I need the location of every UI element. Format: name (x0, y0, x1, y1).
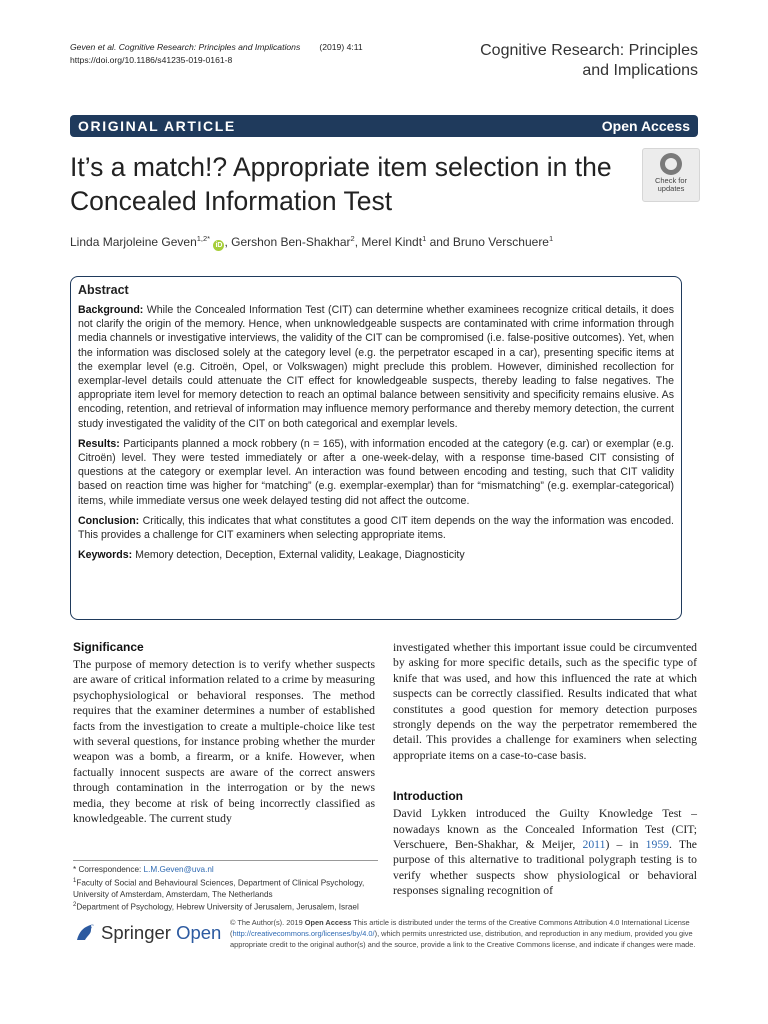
article-type-label: ORIGINAL ARTICLE (78, 118, 236, 134)
abstract-heading: Abstract (78, 283, 129, 297)
significance-text: The purpose of memory detection is to verify whether suspects are aware of critical information related to a crime by measuring psychophysiological or behavioral responses. The method requires that the examiner determines a number of established facts from the investigation to create a multiple-choice like test with several questions, for instance probing whether the murder weapon was a bomb, a firearm, or a knife. However, when factually innocent suspects are aware of the correct answers through contamination in the interrogation or by the news media, they become at risk of being incorrectly classified as knowledgeable. The current study (73, 658, 375, 826)
citation-header (70, 41, 363, 67)
abstract-conclusion: Conclusion: Critically, this indicates that what constitutes a good CIT item depends on the way the information was encoded. This provides a challenge for CIT examiners when selecting appropriate items. (78, 514, 674, 542)
license-text: © The Author(s). 2019 Open Access This article is distributed under the terms of the Creative Commons Attribution 4.0 International License (http://creativecommons.org/licenses/by/4.0/), which permits unrestricted use, distribution, and reproduction in any medium, provided you give appropriate credit to the original author(s) and the source, provide a link to the Creative Commons license, and indicate if changes were made. (230, 918, 696, 949)
journal-name-line2: and Implications (582, 62, 698, 79)
check-updates-icon (660, 153, 682, 175)
publisher-name: Springer (101, 922, 171, 943)
correspondence-label: * Correspondence: (73, 865, 144, 874)
check-updates-line2: updates (657, 184, 685, 193)
citation-link[interactable]: 1959 (645, 838, 669, 852)
check-for-updates-badge[interactable] (642, 148, 700, 202)
author-name[interactable]: and Bruno Verschuere (426, 235, 549, 249)
check-updates-line1: Check for (654, 176, 688, 185)
author-name[interactable]: Linda Marjoleine Geven (70, 235, 197, 249)
abstract-background: Background: While the Concealed Information Test (CIT) can determine whether examinees recognize critical details, it does not clarify the origin of the memory. Hence, when unknowledgeable suspects are contaminated with crime information through media channels or investigative interviews, the validity of the CIT can be compromised (i.e. false-positive outcomes). Yet, when the information was disclosed solely at the category level (e.g. the perpetrator escaped in a car), presenting specific items at the exemplar level (e.g. Citroën, Opel, or Volkswagen) might preclude this problem. However, diminished recollection for exemplar-level details could attenuate the CIT effect for knowledgeable suspects, thereby leading to false negatives. The appropriate item level for memory detection to reach an optimal balance between sensitivity and specificity remains elusive. As encoding, retention, and retrieval of information may influence memory performance and thereby memory detection, the current study investigated the validity of the CIT on both categorical and exemplar levels. (78, 304, 674, 430)
abstract-keywords: Keywords: Memory detection, Deception, External validity, Leakage, Diagnosticity (78, 549, 465, 562)
abstract-box (70, 276, 682, 620)
left-column (73, 640, 375, 826)
journal-name-line1: Cognitive Research: Principles (480, 42, 698, 59)
journal-name (438, 41, 698, 81)
footnotes: * Correspondence: L.M.Geven@uva.nl $^1$Faculty of Social and Behavioural Sciences, Department of Clinical Psychology, University of Amsterdam, Amsterdam, The Netherlands $^2$Department of Psychology, Hebrew University of Jerusalem, Jerusalem, Israel (73, 860, 378, 913)
article-title: It’s a match!? Appropriate item selection in the Concealed Information Test (70, 152, 612, 216)
open-access-label: Open Access (601, 118, 690, 134)
author-list (70, 231, 690, 251)
springer-horse-icon (73, 920, 97, 944)
article-type-banner (70, 115, 698, 137)
affiliation-sup: 2 (350, 234, 355, 243)
publisher-open: Open (176, 922, 222, 943)
affiliation-2: Department of Psychology, Hebrew University of Jerusalem, Jerusalem, Israel (76, 902, 359, 912)
orcid-icon[interactable]: iD (215, 242, 223, 249)
affiliation-sup: 1 (422, 234, 427, 243)
author-name[interactable]: , Gershon Ben-Shakhar (224, 235, 351, 249)
citation-year-volume: (2019) 4:11 (319, 42, 363, 52)
springer-open-logo (73, 918, 223, 948)
significance-heading: Significance (73, 640, 144, 654)
significance-continued: investigated whether this important issue could be circumvented by asking for more specific details, such as the specific type of knife that was used, and how this influenced the rate at which suspects can be correctly classified. Results indicated that what constitutes a good question for memory detection purposes strongly depends on the way the perpetrator remembered the detail. This provides a challenge for examiners when selecting appropriate items on a case-to-case basis. (393, 641, 697, 762)
affiliation-sup: 1 (548, 234, 554, 243)
abstract-results: Results: Participants planned a mock robbery (n = 165), with information encoded at the category (e.g. car) or exemplar (e.g. Citroën) level. They were tested immediately or after a one-week-delay, with a response time-based CIT consisting of questions at the category or exemplar level. An interaction was found between encoding and testing, such that CIT validity based on reaction time was higher for “matching” (e.g. exemplar-exemplar) than for “mismatching” (e.g. exemplar-categorical) items, while immediate versus one week delayed testing did not affect the outcome. (78, 437, 674, 507)
affiliation-1: Faculty of Social and Behavioural Sciences, Department of Clinical Psychology, University of Amsterdam, Amsterdam, The Netherlands (73, 878, 365, 899)
citation-link[interactable]: 2011 (582, 838, 606, 852)
author-name[interactable]: , Merel Kindt (354, 235, 423, 249)
right-column (393, 640, 697, 899)
doi-link[interactable]: https://doi.org/10.1186/s41235-019-0161-8 (70, 55, 233, 65)
license-link[interactable]: http://creativecommons.org/licenses/by/4.0/ (232, 928, 375, 938)
introduction-heading: Introduction (393, 789, 463, 804)
citation-journal: Geven et al. Cognitive Research: Principles and Implications (70, 42, 301, 52)
introduction-text: David Lykken introduced the Guilty Knowledge Test – nowadays known as the Concealed Information Test (CIT; Verschuere, Ben-Shakhar, & Meijer, 2011) – in 1959. The purpose of this alternative to traditional polygraph testing is to verify whether suspects show physiological or behavioral responses signaling recognition of (393, 807, 697, 898)
affiliation-sup: 1,2* (196, 234, 211, 243)
correspondence-email[interactable]: L.M.Geven@uva.nl (143, 865, 214, 874)
